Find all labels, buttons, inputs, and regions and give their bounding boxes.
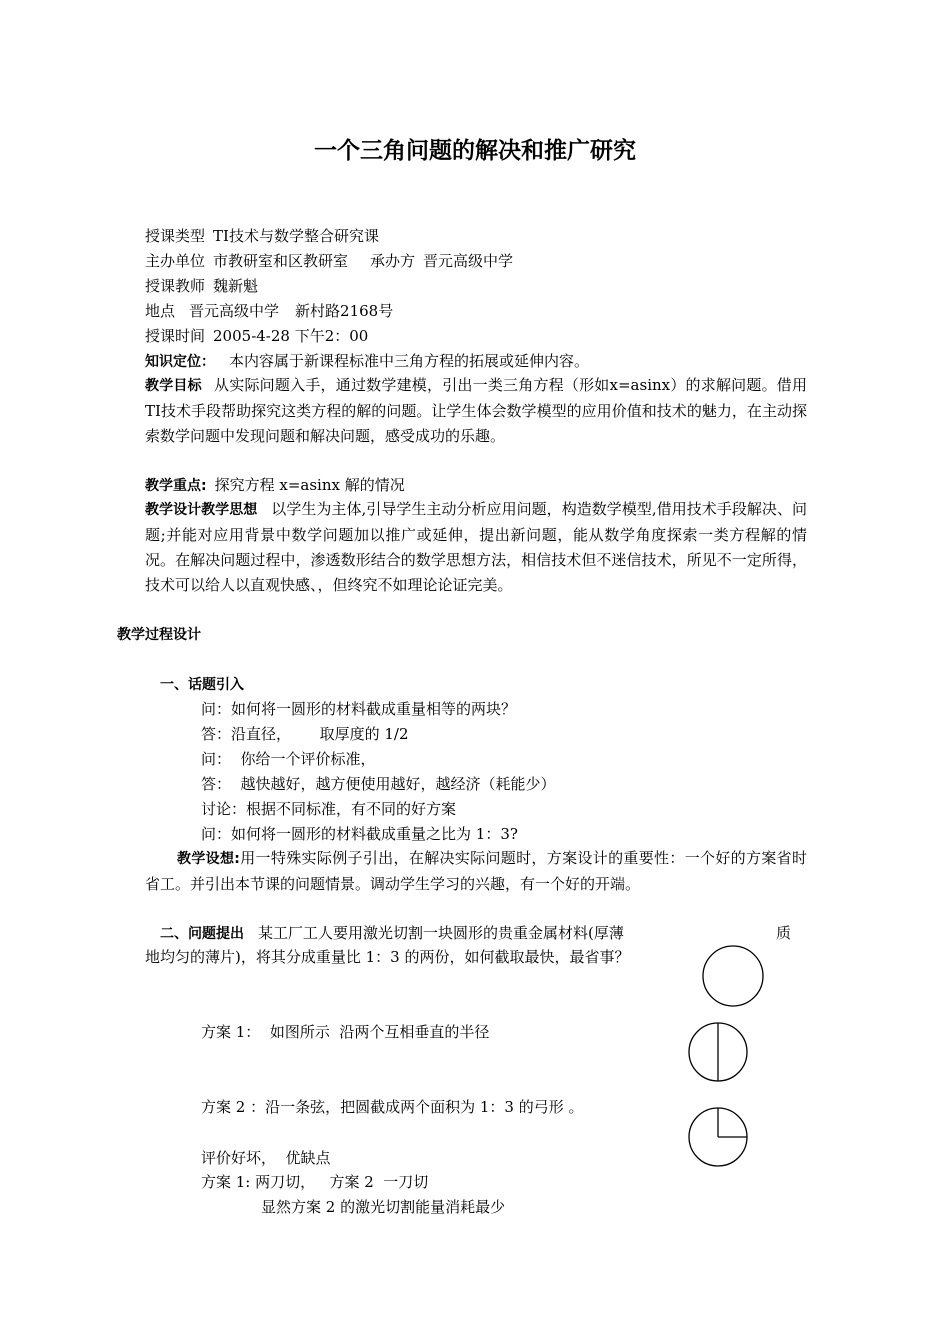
section2-text1-tail: 质 [776, 924, 792, 942]
section1-design-paragraph [145, 846, 807, 897]
focus-text: 探究方程 x=asinx 解的情况 [214, 476, 405, 494]
section1-heading: 一、话题引入 [160, 677, 244, 693]
section1-line: 问：如何将一圆形的材料截成重量之比为 1：3? [201, 825, 518, 843]
page-title: 一个三角问题的解决和推广研究 [314, 138, 636, 164]
knowledge-label: 知识定位： [145, 354, 215, 370]
teacher-line [145, 274, 258, 298]
focus-line [145, 473, 405, 498]
teacher-value: 魏新魁 [213, 277, 259, 295]
section1-line: 问： 你给一个评价标准， [201, 750, 376, 768]
evaluate-text: 评价好坏， 优缺点 [201, 1149, 331, 1167]
teacher-label: 授课教师 [145, 277, 206, 295]
section1-design-label: 教学设想: [177, 851, 240, 867]
address-value: 新村路2168号 [295, 302, 394, 320]
section1-line: 答：沿直径， 取厚度的 1/2 [201, 725, 409, 743]
section2-text2: 地均匀的薄片)，将其分成重量比 1：3 的两份，如何截取最快，最省事？ [145, 948, 630, 966]
section2-text1: 某工厂工人要用激光切割一块圆形的贵重金属材料(厚薄 [258, 924, 624, 942]
course-type-line [145, 224, 379, 248]
place-value: 晋元高级中学 [189, 302, 280, 320]
circle-figure-quarter [686, 1104, 752, 1170]
organizer-value: 晋元高级中学 [423, 252, 514, 270]
goal-paragraph [145, 373, 807, 449]
knowledge-text: 本内容属于新课程标准中三角方程的拓展或延伸内容。 [229, 352, 590, 370]
circle-outline [703, 946, 763, 1006]
course-type-label: 授课类型 [145, 227, 206, 245]
plan1-text: 方案 1： 如图所示 沿两个互相垂直的半径 [201, 1023, 490, 1041]
conclusion-text: 显然方案 2 的激光切割能量消耗最少 [261, 1198, 506, 1216]
time-line [145, 324, 368, 348]
time-value: 2005-4-28 下午2：00 [213, 327, 369, 345]
knowledge-line [145, 349, 589, 374]
section1-line: 讨论：根据不同标准，有不同的好方案 [201, 800, 457, 818]
compare-text: 方案 1: 两刀切， 方案 2 一刀切 [201, 1173, 429, 1191]
place-label: 地点 [145, 302, 176, 320]
section1-line: 答： 越快越好，越方便使用越好，越经济（耗能少） [201, 775, 556, 793]
course-type-value: TI技术与数学整合研究课 [213, 227, 379, 245]
circle-figure-diameter [686, 1018, 752, 1086]
plan2-text: 方案 2 ：沿一条弦，把圆截成两个面积为 1：3 的弓形 。 [201, 1098, 584, 1116]
circle-figure-whole [700, 943, 766, 1009]
section1-line: 问：如何将一圆形的材料截成重量相等的两块？ [201, 700, 517, 718]
section1-design-text: 用一特殊实际例子引出，在解决实际问题时，方案设计的重要性：一个好的方案省时省工。并引出本节课的问题情景。调动学生学习的兴趣，有一个好的开端。 [145, 849, 807, 893]
focus-label: 教学重点: [145, 478, 207, 494]
goal-label: 教学目标 [145, 378, 202, 394]
design-idea-label: 教学设计教学思想 [145, 502, 258, 518]
organizer-label: 承办方 [370, 252, 416, 270]
place-line [145, 299, 393, 323]
host-label: 主办单位 [145, 252, 206, 270]
goal-text: 从实际问题入手，通过数学建模，引出一类三角方程（形如x=asinx）的求解问题。借用TI技术手段帮助探究这类方程的解的问题。让学生体会数学模型的应用价值和技术的魅力，在主动探索数学问题中发现问题和解决问题，感受成功的乐趣。 [145, 376, 807, 445]
host-line [145, 249, 513, 273]
time-label: 授课时间 [145, 327, 206, 345]
host-value: 市教研室和区教研室 [213, 252, 349, 270]
section2-first-line [160, 921, 624, 946]
design-idea-paragraph [145, 497, 807, 598]
design-idea-text: 以学生为主体,引导学生主动分析应用问题，构造数学模型,借用技术手段解决、问题;并能对应用背景中数学问题加以推广或延伸，提出新问题，能从数学角度探索一类方程解的情况。在解决问题过程中，渗透数形结合的数学思想方法，相信技术但不迷信技术，所见不一定所得，技术可以给人以直观快感、，但终究不如理论论证完美。 [145, 500, 808, 594]
process-heading: 教学过程设计 [117, 627, 201, 643]
section2-heading: 二、问题提出 [160, 926, 244, 942]
